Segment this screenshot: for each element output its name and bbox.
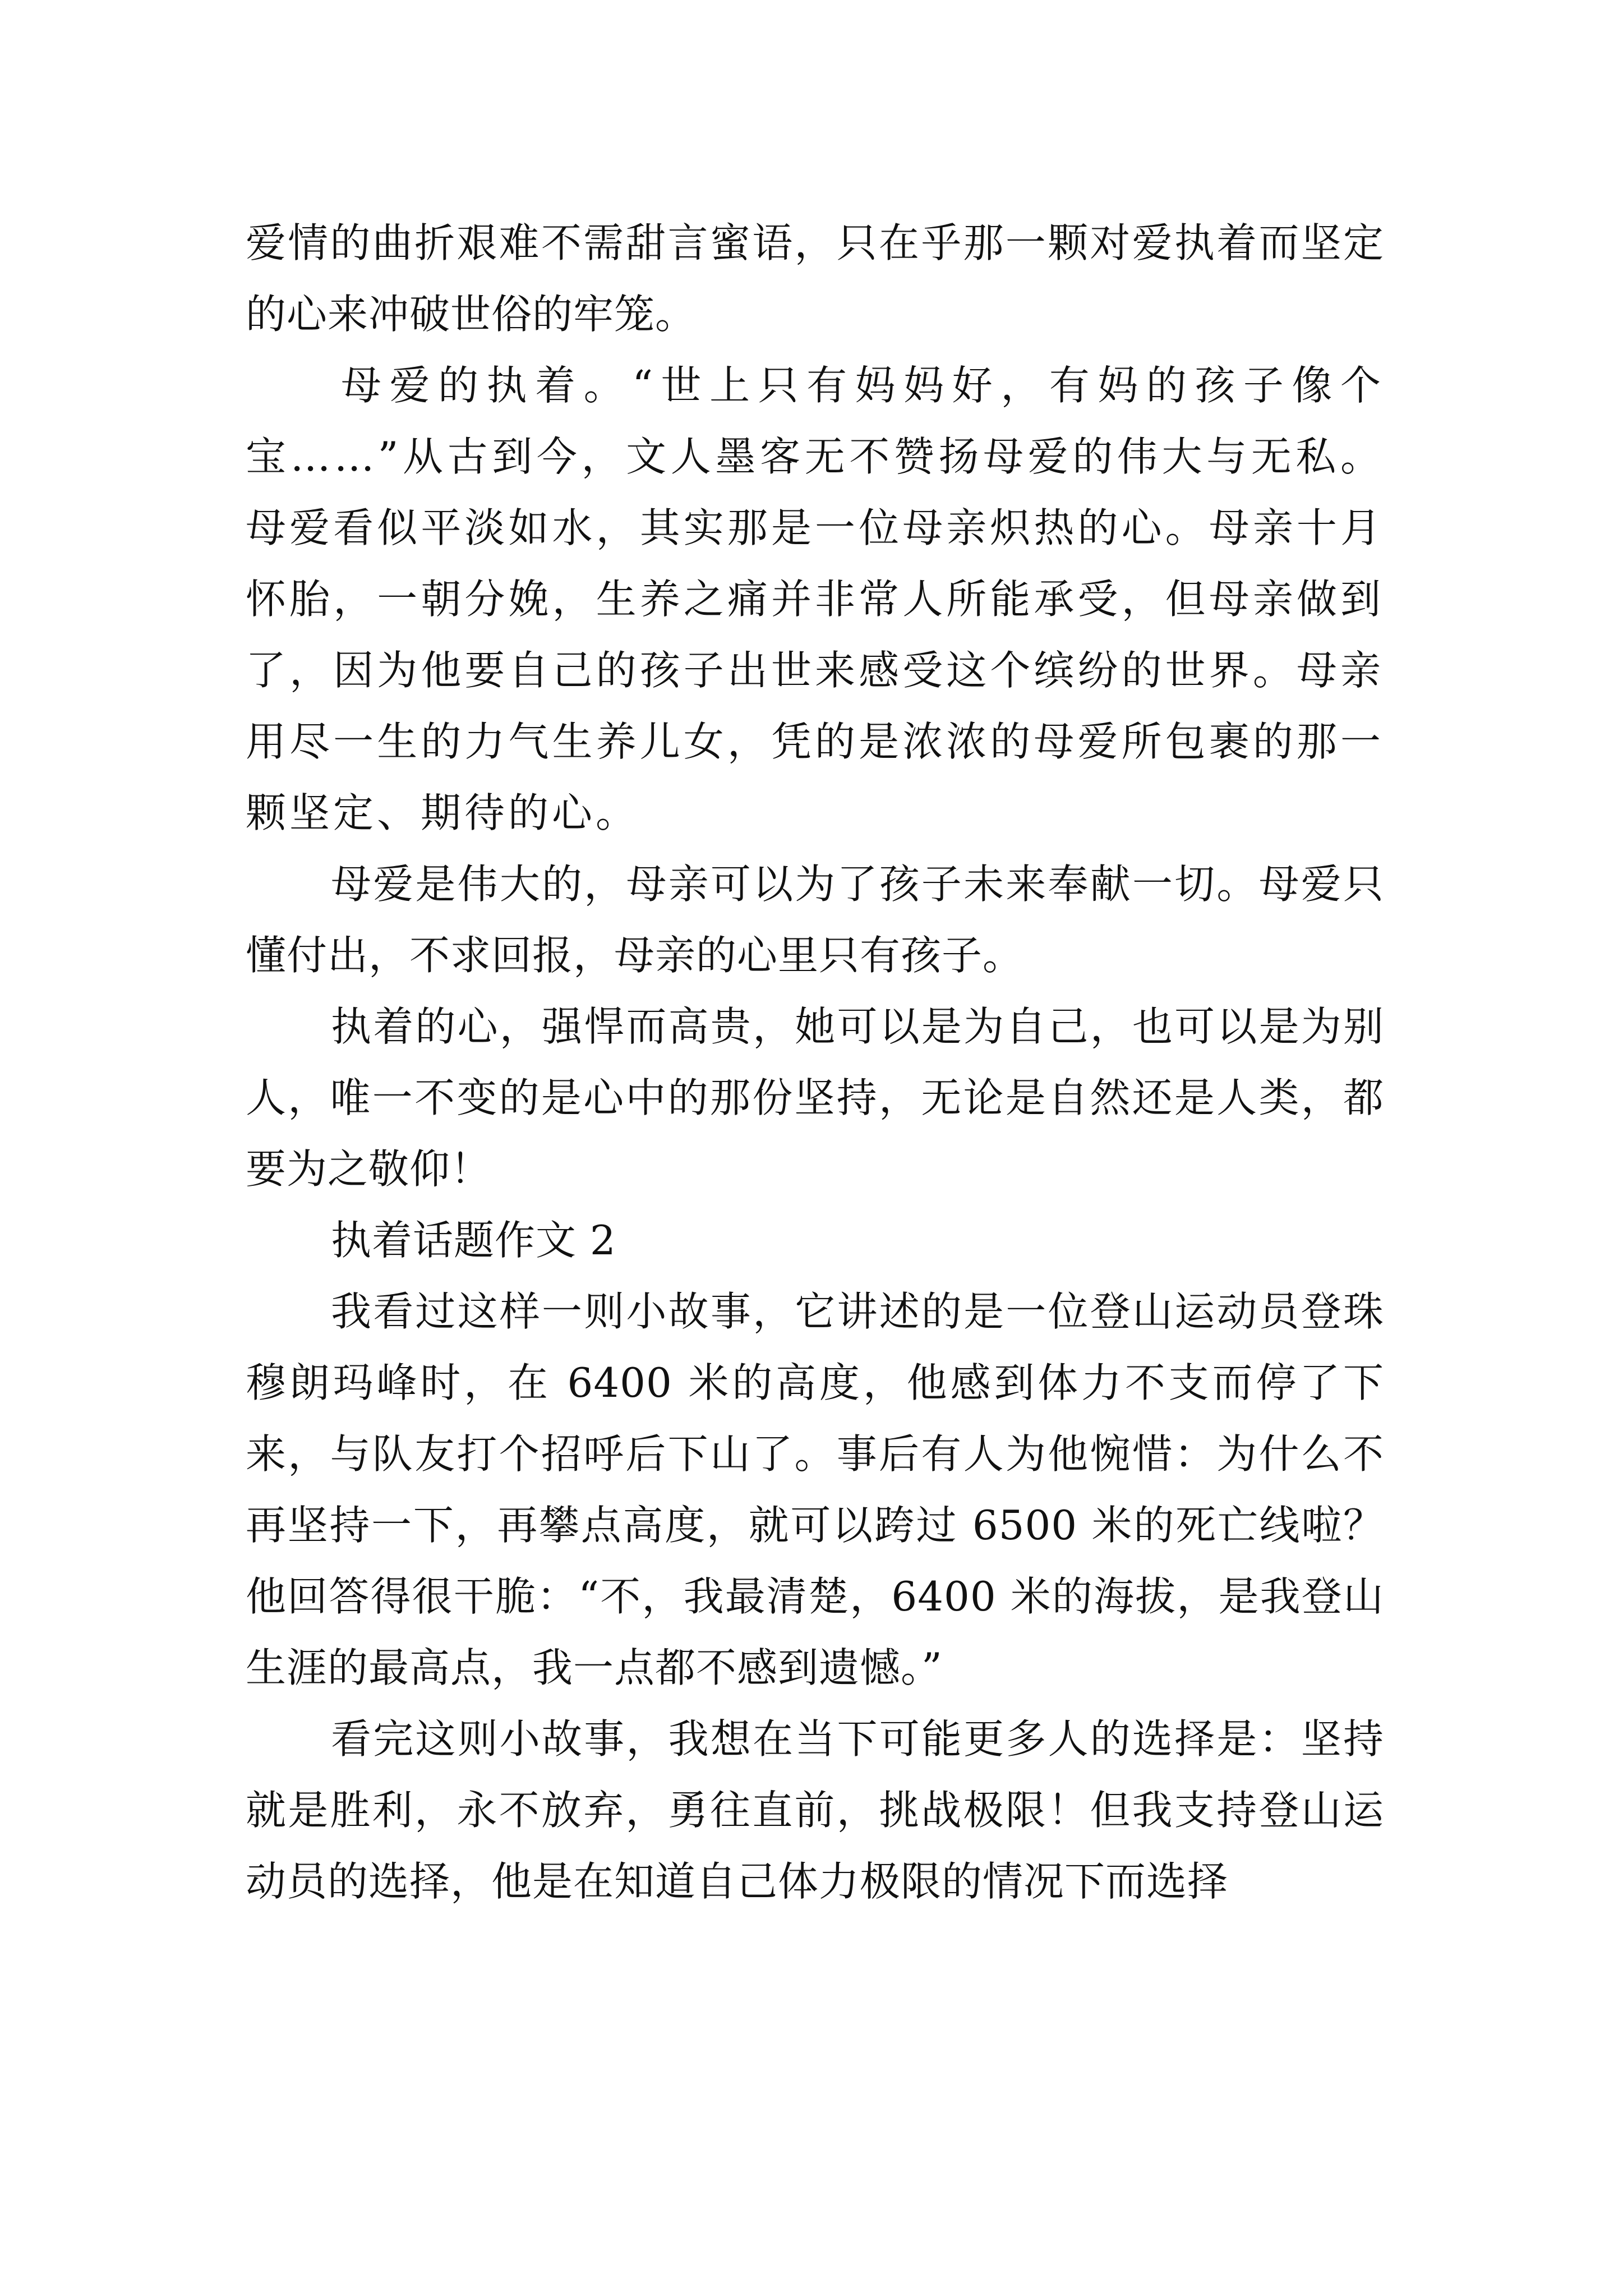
paragraph-mother-love-greatness: 母爱是伟大的，母亲可以为了孩子未来奉献一切。母爱只懂付出，不求回报，母亲的心里只有孩子。 [246,861,1384,979]
paragraph-persistent-heart: 执着的心，强悍而高贵，她可以是为自己，也可以是为别人，唯一不变的是心中的那份坚持，无论是自然还是人类，都要为之敬仰！ [246,1003,1384,1193]
paragraph-reflection: 看完这则小故事，我想在当下可能更多人的选择是：坚持就是胜利，永不放弃，勇往直前，挑战极限！但我支持登山运动员的选择，他是在知道自己体力极限的情况下而选择 [246,1715,1384,1905]
document-body [246,208,1384,1917]
paragraph-mother-love-persistence: 母爱的执着。“世上只有妈妈好，有妈的孩子像个宝……”从古到今，文人墨客无不赞扬母爱的伟大与无私。母爱看似平淡如水，其实那是一位母亲炽热的心。母亲十月怀胎，一朝分娩，生养之痛并非常人所能承受，但母亲做到了，因为他要自己的孩子出世来感受这个缤纷的世界。母亲用尽一生的力气生养儿女，凭的是浓浓的母爱所包裹的那一颗坚定、期待的心。 [246,362,1384,836]
paragraph-climber-story: 我看过这样一则小故事，它讲述的是一位登山运动员登珠穆朗玛峰时，在 6400 米的高度，他感到体力不支而停了下来，与队友打个招呼后下山了。事后有人为他惋惜：为什么不再坚持一下，再攀点高度，就可以跨过 6500 米的死亡线啦？他回答得很干脆：“不，我最清楚，6400 米的海拔，是我登山生涯的最高点，我一点都不感到遗憾。” [246,1288,1384,1691]
paragraph-love-continuation: 爱情的曲折艰难不需甜言蜜语，只在乎那一颗对爱执着而坚定的心来冲破世俗的牢笼。 [246,219,1384,338]
essay-heading-2: 执着话题作文 2 [331,1217,616,1264]
